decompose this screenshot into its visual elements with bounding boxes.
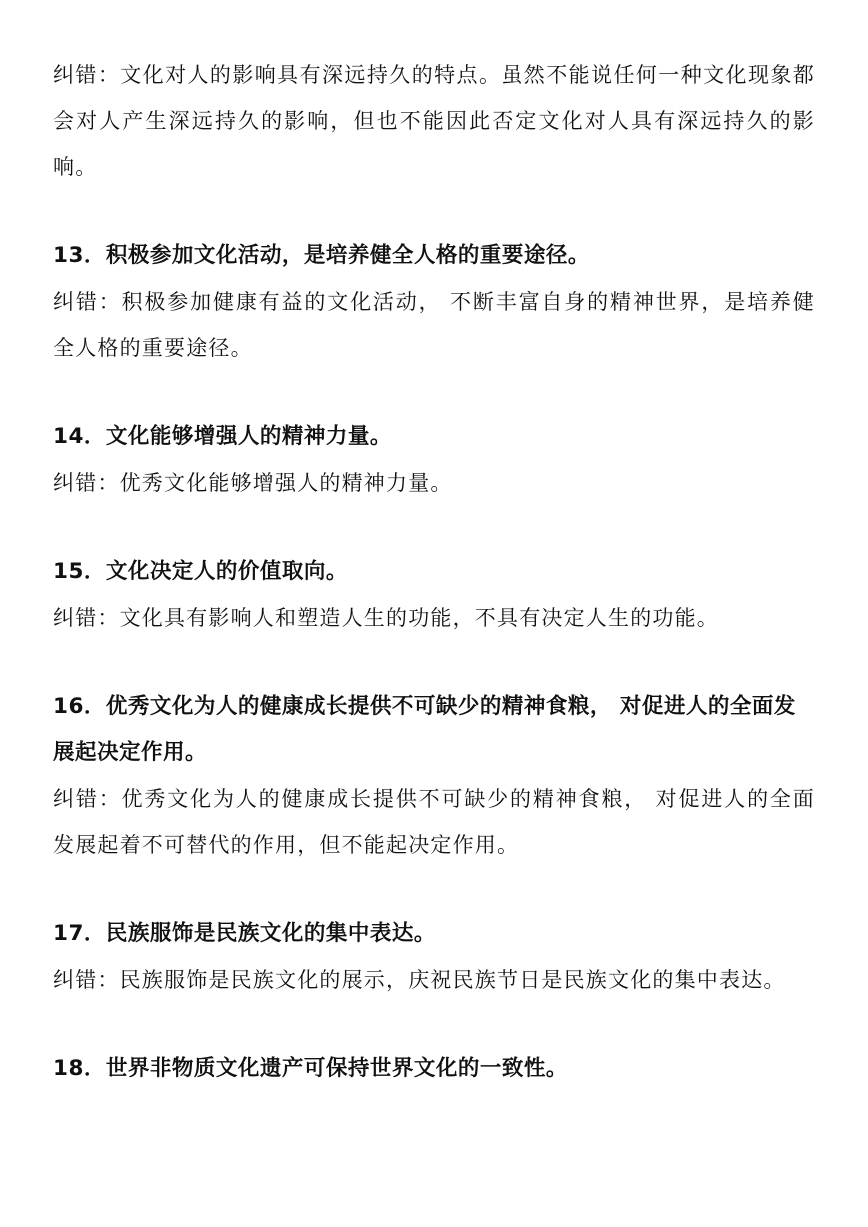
item-18 [53,1046,815,1092]
statement-14: 14．文化能够增强人的精神力量。 [53,424,392,449]
item-12-continuation [53,52,815,190]
statement-13: 13．积极参加文化活动，是培养健全人格的重要途径。 [53,243,590,268]
correction-16: 纠错：优秀文化为人的健康成长提供不可缺少的精神食粮， 对促进人的全面发展起着不可替代的作用，但不能起决定作用。 [53,787,815,857]
item-15 [53,549,815,641]
item-14 [53,414,815,506]
document-page [53,52,815,1092]
statement-18: 18．世界非物质文化遗产可保持世界文化的一致性。 [53,1056,568,1081]
correction-12: 纠错：文化对人的影响具有深远持久的特点。虽然不能说任何一种文化现象都会对人产生深远持久的影响，但也不能因此否定文化对人具有深远持久的影响。 [53,63,815,179]
correction-13: 纠错：积极参加健康有益的文化活动， 不断丰富自身的精神世界，是培养健全人格的重要途径。 [53,290,815,360]
correction-15: 纠错：文化具有影响人和塑造人生的功能，不具有决定人生的功能。 [53,606,719,630]
item-17 [53,911,815,1003]
correction-14: 纠错：优秀文化能够增强人的精神力量。 [53,471,453,495]
statement-16: 16．优秀文化为人的健康成长提供不可缺少的精神食粮， 对促进人的全面发展起决定作用。 [53,694,796,765]
statement-15: 15．文化决定人的价值取向。 [53,559,348,584]
correction-17: 纠错：民族服饰是民族文化的展示，庆祝民族节日是民族文化的集中表达。 [53,968,786,992]
statement-17: 17．民族服饰是民族文化的集中表达。 [53,921,436,946]
item-13 [53,233,815,371]
item-16 [53,684,815,868]
